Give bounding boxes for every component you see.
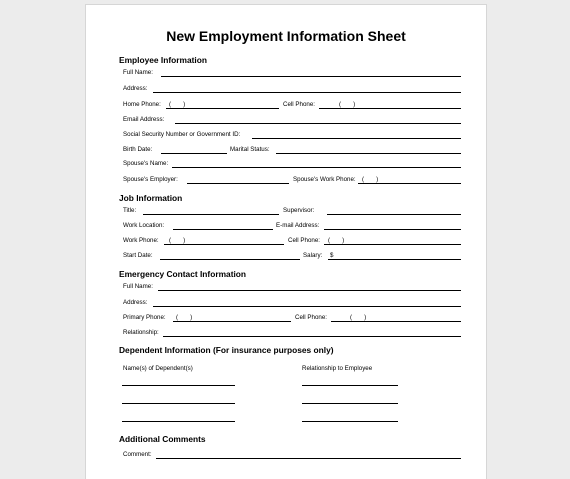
emergency-address-field[interactable]: [153, 306, 461, 307]
dependent-relationship-field[interactable]: [302, 421, 398, 422]
birth-date-field[interactable]: [161, 153, 227, 154]
work-phone-label: Work Phone:: [123, 237, 159, 244]
section-emergency-heading: Emergency Contact Information: [119, 269, 247, 279]
start-date-label: Start Date:: [123, 252, 153, 259]
primary-phone-format: ( ): [176, 314, 193, 321]
job-title-label: Title:: [123, 207, 137, 214]
section-employee-heading: Employee Information: [119, 55, 207, 65]
marital-status-label: Marital Status:: [230, 146, 270, 153]
dependent-relationship-field[interactable]: [302, 403, 398, 404]
spouse-name-field[interactable]: [172, 167, 461, 168]
job-cell-phone-format: ( ): [328, 237, 345, 244]
job-cell-phone-label: Cell Phone:: [288, 237, 320, 244]
spouse-employer-field[interactable]: [187, 183, 289, 184]
dependent-name-field[interactable]: [122, 403, 235, 404]
ssn-label: Social Security Number or Government ID:: [123, 131, 241, 138]
email-label: Email Address:: [123, 116, 165, 123]
job-email-label: E-mail Address:: [276, 222, 320, 229]
email-field[interactable]: [175, 123, 461, 124]
salary-field[interactable]: [328, 259, 461, 260]
dependent-relationship-field[interactable]: [302, 385, 398, 386]
emergency-cell-phone-label: Cell Phone:: [295, 314, 327, 321]
emergency-cell-phone-format: ( ): [350, 314, 367, 321]
comment-field[interactable]: [156, 458, 461, 459]
dependent-names-header: Name(s) of Dependent(s): [123, 365, 193, 372]
dependent-relationship-header: Relationship to Employee: [302, 365, 373, 372]
spouse-work-phone-label: Spouse's Work Phone:: [293, 176, 356, 183]
document-page: [85, 4, 487, 479]
dependent-name-field[interactable]: [122, 385, 235, 386]
job-email-field[interactable]: [324, 229, 461, 230]
section-job-heading: Job Information: [119, 193, 183, 203]
full-name-field[interactable]: [161, 76, 461, 77]
birth-date-label: Birth Date:: [123, 146, 153, 153]
salary-label: Salary:: [303, 252, 323, 259]
spouse-employer-label: Spouse's Employer:: [123, 176, 178, 183]
document-title: New Employment Information Sheet: [166, 28, 406, 44]
address-field[interactable]: [153, 92, 461, 93]
ssn-field[interactable]: [252, 138, 461, 139]
work-location-label: Work Location:: [123, 222, 165, 229]
comment-label: Comment:: [123, 451, 152, 458]
primary-phone-label: Primary Phone:: [123, 314, 166, 321]
emergency-address-label: Address:: [123, 299, 148, 306]
salary-currency: $: [330, 252, 334, 259]
dependent-name-field[interactable]: [122, 421, 235, 422]
cell-phone-label: Cell Phone:: [283, 101, 315, 108]
address-label: Address:: [123, 85, 148, 92]
work-phone-format: ( ): [169, 237, 186, 244]
supervisor-field[interactable]: [327, 214, 461, 215]
full-name-label: Full Name:: [123, 69, 153, 76]
spouse-work-phone-format: ( ): [362, 176, 379, 183]
start-date-field[interactable]: [160, 259, 300, 260]
work-location-field[interactable]: [173, 229, 273, 230]
section-comments-heading: Additional Comments: [119, 434, 206, 444]
marital-status-field[interactable]: [276, 153, 461, 154]
section-dependent-heading: Dependent Information (For insurance purposes only): [119, 345, 334, 355]
relationship-field[interactable]: [163, 336, 461, 337]
cell-phone-format: ( ): [339, 101, 356, 108]
job-cell-phone-field[interactable]: [324, 244, 461, 245]
spouse-name-label: Spouse's Name:: [123, 160, 169, 167]
home-phone-label: Home Phone:: [123, 101, 161, 108]
job-title-field[interactable]: [143, 214, 279, 215]
home-phone-format: ( ): [169, 101, 186, 108]
emergency-full-name-label: Full Name:: [123, 283, 153, 290]
supervisor-label: Supervisor:: [283, 207, 315, 214]
emergency-full-name-field[interactable]: [158, 290, 461, 291]
relationship-label: Relationship:: [123, 329, 159, 336]
